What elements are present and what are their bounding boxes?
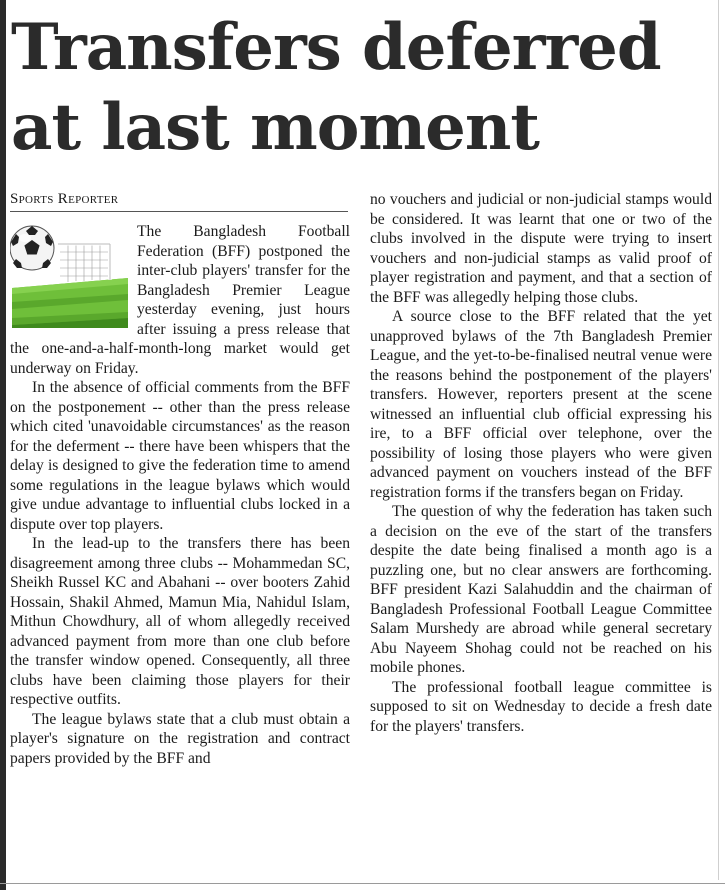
page-bottom-rule [0, 883, 725, 884]
article-column-right [370, 190, 712, 736]
article-paragraph: In the lead-up to the transfers there has been disagreement among three clubs -- Mohammedan SC, Sheikh Russel KC and Abahani -- over booters Zahid Hossain, Shakil Ahmed, Mamun Mia, Nahidul Islam, Mithun Chowdhury, all of whom allegedly received advanced payment from more than one club before the transfer window opened. Consequently, all three clubs have been claiming those players for their respective outfits. [10, 535, 350, 708]
column-rule [718, 0, 719, 880]
byline: Sports Reporter [10, 188, 348, 212]
football-goal-image [10, 224, 128, 330]
article-column-left [10, 222, 350, 768]
article-paragraph: In the absence of official comments from the BFF on the postponement -- other than the press release which cited 'unavoidable circumstances' as the reason for the deferment -- there have been whispers that the delay is designed to give the federation time to amend some regulations in the league bylaws which would give undue advantage to influential clubs locked in a dispute over top players. [10, 379, 350, 533]
football [10, 226, 54, 270]
football-goal-icon [10, 224, 128, 330]
article-paragraph: The question of why the federation has taken such a decision on the eve of the start of the transfers despite the date being finalised a month ago is a puzzling one, but no clear answers are forthcoming. BFF president Kazi Salahuddin and the chairman of Bangladesh Professional Football League Committee Salam Murshedy are abroad while general secretary Abu Nayeem Shohag could not be reached on his mobile phones. [370, 503, 712, 676]
article-paragraph-continued: no vouchers and judicial or non-judicial stamps would be considered. It was learnt that one or two of the clubs involved in the dispute were trying to insert vouchers and non-judicial stamps as valid proof of player registration and payment, and that a section of the BFF was allegedly helping those clubs. [370, 191, 712, 306]
page-edge-bar [0, 0, 6, 890]
article-paragraph: A source close to the BFF related that the yet unapproved bylaws of the 7th Bangladesh Premier League, and the yet-to-be-finalised neutral venue were the reasons behind the postponement of the players' transfers. However, reporters present at the scene witnessed an influential club official expressing his ire, to a BFF official over telephone, over the possibility of losing those players who were given advanced payment on vouchers instead of the BFF registration forms if the transfers began on Friday. [370, 308, 712, 501]
article-paragraph: The Bangladesh Football Federation (BFF) postponed the inter-club players' transfer for the Bangladesh Premier League yesterday evening, just hours after issuing a press release that the one-and-a-half-month-long market would get underway on Friday. [10, 223, 350, 377]
article-paragraph: The professional football league committee is supposed to sit on Wednesday to decide a fresh date for the players' transfers. [370, 678, 712, 735]
headline: Transfers deferred at last moment [11, 10, 661, 165]
goal-net [60, 244, 108, 282]
article-paragraph: The league bylaws state that a club must obtain a player's signature on the registration and contract papers provided by the BFF and [10, 710, 350, 767]
